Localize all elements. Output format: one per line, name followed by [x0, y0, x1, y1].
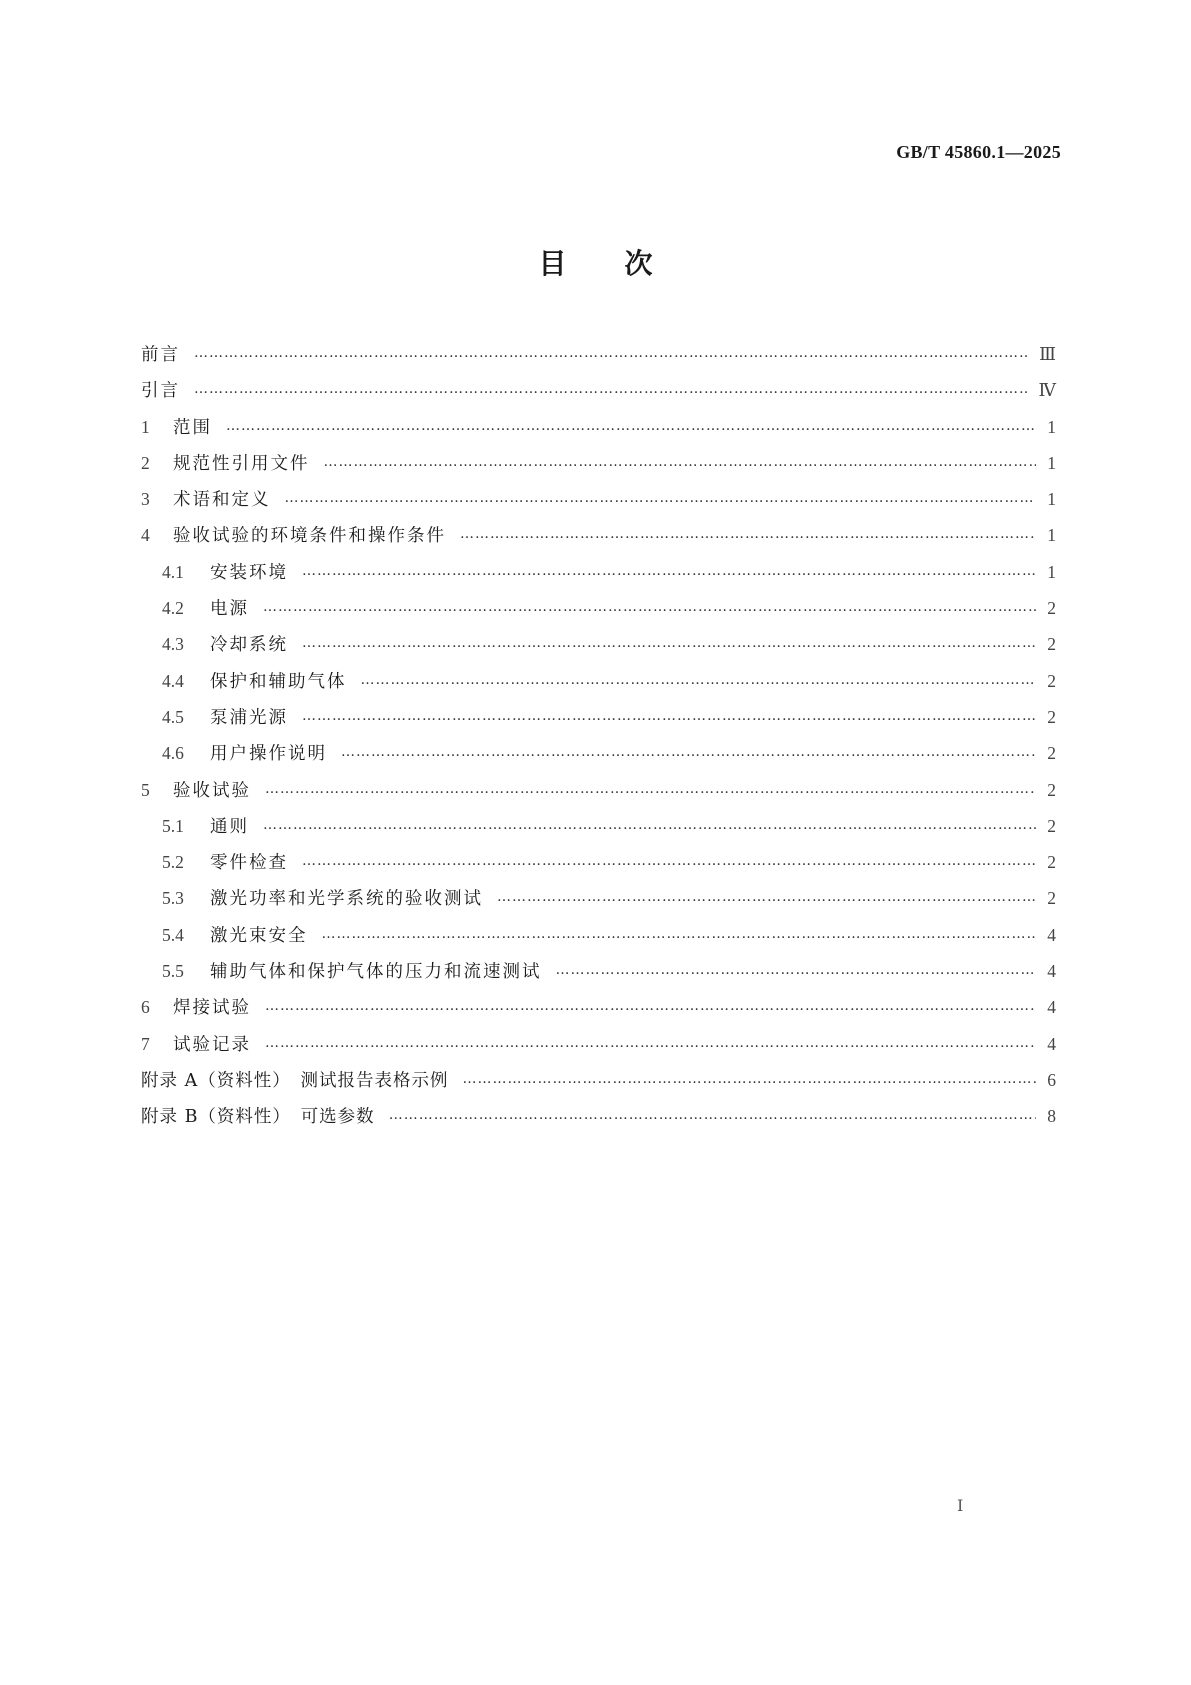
toc-entry-number: 5.2	[162, 852, 184, 873]
toc-entry-label: 范围	[173, 417, 212, 438]
toc-entry-number: 3	[141, 489, 150, 510]
toc-entry-label: 保护和辅助气体	[210, 671, 347, 692]
toc-entry[interactable]	[141, 699, 1056, 735]
toc-entry-page: 2	[1047, 815, 1056, 836]
toc-entry-label: 规范性引用文件	[173, 453, 310, 474]
toc-entry-label: 冷却系统	[210, 635, 288, 656]
toc-entry[interactable]	[141, 481, 1056, 517]
toc-entry-label: 前言	[141, 345, 180, 365]
toc-entry[interactable]	[141, 590, 1056, 626]
toc-dot-leader	[302, 843, 1036, 879]
toc-dot-leader	[341, 734, 1036, 770]
toc-dot-leader	[302, 625, 1036, 661]
toc-entry-number: 4.5	[162, 706, 184, 727]
toc-dot-leader	[194, 371, 1029, 407]
toc-entry[interactable]	[141, 663, 1056, 699]
toc-entry[interactable]	[141, 1062, 1056, 1098]
toc-entry[interactable]	[141, 409, 1056, 445]
toc-entry-page: 2	[1047, 888, 1056, 909]
toc-dot-leader	[263, 807, 1036, 843]
toc-entry-page: Ⅳ	[1038, 380, 1056, 401]
toc-dot-leader	[302, 698, 1036, 734]
toc-entry[interactable]	[141, 808, 1056, 844]
toc-entry-page: 1	[1047, 452, 1056, 473]
toc-entry-label: 泵浦光源	[210, 707, 288, 728]
toc-entry-label: 焊接试验	[173, 998, 251, 1019]
toc-dot-leader	[265, 988, 1036, 1024]
toc-entry-page: 2	[1047, 779, 1056, 800]
toc-entry-number: 5.4	[162, 924, 184, 945]
toc-entry-page: 2	[1047, 670, 1056, 691]
toc-entry-number: 4.1	[162, 561, 184, 582]
toc-dot-leader	[460, 516, 1036, 552]
toc-entry[interactable]	[141, 336, 1056, 372]
toc-entry-page: 1	[1047, 489, 1056, 510]
toc-entry[interactable]	[141, 917, 1056, 953]
toc-dot-leader	[226, 408, 1036, 444]
toc-entry-number: 1	[141, 416, 150, 437]
toc-entry[interactable]	[141, 372, 1056, 408]
toc-entry[interactable]	[141, 772, 1056, 808]
toc-entry-page: 2	[1047, 852, 1056, 873]
toc-dot-leader	[462, 1061, 1036, 1097]
toc-dot-leader	[324, 444, 1037, 480]
toc-dot-leader	[556, 952, 1037, 988]
toc-entry-number: 7	[141, 1033, 150, 1054]
toc-entry[interactable]	[141, 1098, 1056, 1134]
toc-dot-leader	[497, 879, 1036, 915]
toc-entry-label: 辅助气体和保护气体的压力和流速测试	[210, 962, 542, 983]
toc-entry-label: 安装环境	[210, 562, 288, 583]
toc-entry-label: 引言	[141, 381, 180, 402]
toc-entry-label: 通则	[210, 816, 249, 837]
toc-entry-number: 4.4	[162, 670, 184, 691]
toc-entry-label: 激光功率和光学系统的验收测试	[210, 889, 483, 910]
toc-entry-number: 5.5	[162, 961, 184, 982]
toc-entry-number: 4.3	[162, 634, 184, 655]
toc-entry-label: 试验记录	[173, 1034, 251, 1055]
toc-entry-label: 零件检查	[210, 853, 288, 874]
toc-entry-page: 2	[1047, 598, 1056, 619]
toc-entry-label: 激光束安全	[210, 925, 308, 946]
toc-entry-page: 6	[1047, 1069, 1056, 1090]
toc-dot-leader	[285, 480, 1037, 516]
toc-entry-page: 1	[1047, 416, 1056, 437]
toc-entry-page: 1	[1047, 561, 1056, 582]
toc-entry[interactable]	[141, 953, 1056, 989]
toc-dot-leader	[265, 1025, 1036, 1061]
toc-entry-label: 验收试验的环境条件和操作条件	[173, 526, 446, 547]
toc-entry-number: 6	[141, 997, 150, 1018]
toc-entry-label: 附录 A（资料性） 测试报告表格示例	[141, 1070, 449, 1091]
toc-entry-number: 5.3	[162, 888, 184, 909]
toc-entry-number: 5	[141, 779, 150, 800]
footer-page-number: Ⅰ	[957, 1498, 964, 1515]
toc-entry-page: Ⅲ	[1039, 344, 1056, 364]
page-title: 目次	[538, 247, 711, 280]
toc-entry-page: 4	[1047, 961, 1056, 982]
toc-entry[interactable]	[141, 554, 1056, 590]
toc-entry-label: 电源	[210, 599, 249, 620]
toc-dot-leader	[265, 771, 1036, 807]
toc-entry[interactable]	[141, 445, 1056, 481]
toc-entry-page: 2	[1047, 706, 1056, 727]
toc-dot-leader	[194, 335, 1029, 371]
toc-entry[interactable]	[141, 626, 1056, 662]
toc-entry[interactable]	[141, 989, 1056, 1025]
toc-entry-page: 4	[1047, 997, 1056, 1018]
toc-entry[interactable]	[141, 844, 1056, 880]
document-code: GB/T 45860.1—2025	[896, 142, 1061, 162]
toc-entry[interactable]	[141, 880, 1056, 916]
toc-entry-label: 附录 B（资料性） 可选参数	[141, 1107, 375, 1128]
toc-entry-page: 8	[1047, 1106, 1056, 1127]
toc-entry-number: 4.2	[162, 598, 184, 619]
toc-entry-number: 4.6	[162, 743, 184, 764]
toc-dot-leader	[389, 1097, 1036, 1133]
toc-dot-leader	[361, 662, 1037, 698]
toc-entry-number: 4	[141, 525, 150, 546]
toc-dot-leader	[302, 553, 1036, 589]
toc-entry-page: 4	[1047, 1033, 1056, 1054]
toc-entry[interactable]	[141, 1026, 1056, 1062]
toc-entry-label: 术语和定义	[173, 490, 271, 511]
toc-entry-page: 1	[1047, 525, 1056, 546]
table-of-contents	[141, 336, 1056, 1135]
toc-dot-leader	[263, 589, 1036, 625]
toc-entry-page: 2	[1047, 743, 1056, 764]
toc-entry-label: 用户操作说明	[210, 744, 327, 765]
toc-entry-page: 4	[1047, 924, 1056, 945]
toc-dot-leader	[322, 916, 1037, 952]
toc-entry[interactable]	[141, 735, 1056, 771]
toc-entry[interactable]	[141, 517, 1056, 553]
toc-entry-number: 5.1	[162, 815, 184, 836]
toc-entry-page: 2	[1047, 634, 1056, 655]
toc-entry-number: 2	[141, 452, 150, 473]
toc-entry-label: 验收试验	[173, 780, 251, 801]
